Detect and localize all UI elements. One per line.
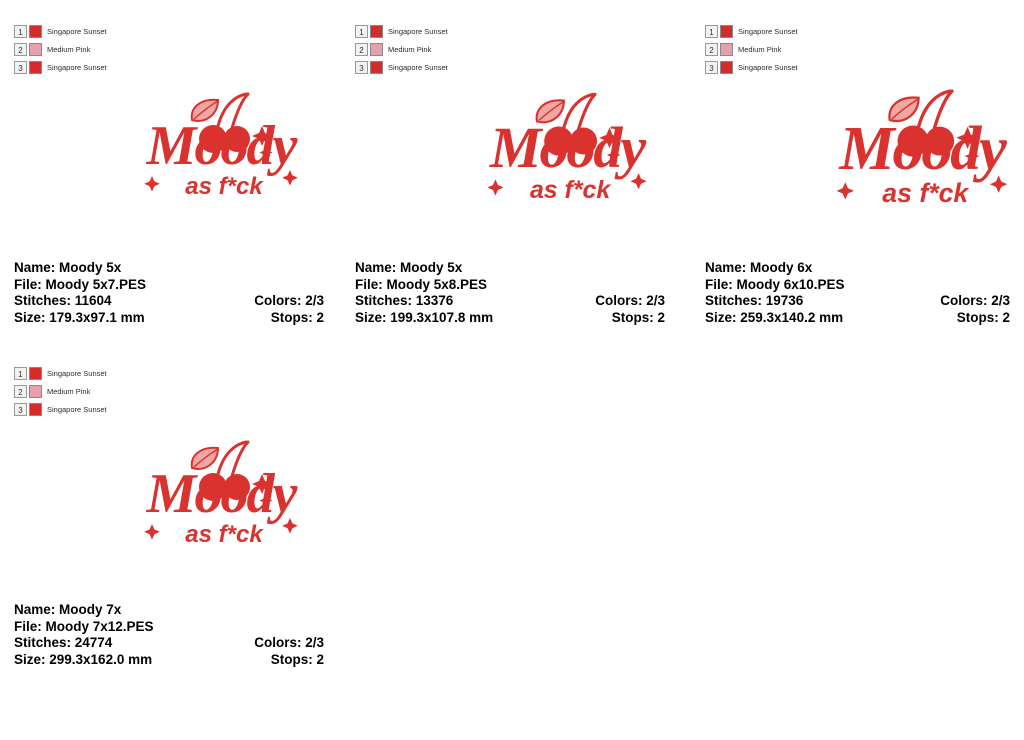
color-swatch-singapore-sunset bbox=[720, 25, 733, 38]
design-stops: Stops: 2 bbox=[956, 309, 1010, 325]
legend-row bbox=[14, 22, 114, 40]
design-artwork bbox=[114, 84, 329, 219]
color-swatch-medium-pink bbox=[29, 385, 42, 398]
color-swatch-singapore-sunset bbox=[370, 25, 383, 38]
legend-row bbox=[705, 22, 805, 40]
design-card-moody-7x12 bbox=[14, 364, 344, 667]
svg-text:as f*ck: as f*ck bbox=[185, 173, 263, 200]
info-line-size bbox=[14, 652, 324, 669]
design-info bbox=[14, 602, 324, 668]
legend-row bbox=[14, 58, 114, 76]
design-stops: Stops: 2 bbox=[270, 309, 324, 325]
legend-row bbox=[705, 40, 805, 58]
design-stitches: Stitches: 11604 bbox=[14, 293, 112, 308]
color-legend bbox=[14, 22, 114, 76]
color-swatch-singapore-sunset bbox=[370, 61, 383, 74]
design-file: File: Moody 5x8.PES bbox=[355, 276, 488, 292]
design-name: Name: Moody 5x bbox=[355, 260, 463, 275]
legend-row bbox=[14, 382, 114, 400]
design-stitches: Stitches: 13376 bbox=[355, 293, 454, 308]
info-line-file bbox=[355, 277, 665, 294]
svg-text:Moody: Moody bbox=[146, 463, 296, 525]
legend-row bbox=[14, 40, 114, 58]
design-card-moody-6x10 bbox=[705, 22, 1024, 325]
legend-color-name: Singapore Sunset bbox=[738, 26, 798, 36]
info-line-file bbox=[14, 619, 324, 636]
legend-number: 1 bbox=[14, 25, 27, 38]
legend-color-name: Medium Pink bbox=[47, 44, 91, 54]
design-artwork bbox=[455, 84, 680, 224]
legend-row bbox=[355, 40, 455, 58]
legend-number: 2 bbox=[705, 43, 718, 56]
legend-number: 3 bbox=[14, 403, 27, 416]
info-line-stitches bbox=[14, 293, 324, 310]
design-size: Size: 199.3x107.8 mm bbox=[355, 309, 494, 325]
design-info bbox=[355, 260, 665, 326]
legend-number: 3 bbox=[705, 61, 718, 74]
info-line-name bbox=[355, 260, 665, 277]
design-info bbox=[14, 260, 324, 326]
info-line-name bbox=[14, 602, 324, 619]
color-legend bbox=[705, 22, 805, 76]
design-colors: Colors: 2/3 bbox=[595, 293, 665, 308]
color-swatch-singapore-sunset bbox=[29, 403, 42, 416]
legend-color-name: Singapore Sunset bbox=[47, 404, 107, 414]
color-swatch-medium-pink bbox=[370, 43, 383, 56]
color-swatch-singapore-sunset bbox=[29, 61, 42, 74]
svg-text:as f*ck: as f*ck bbox=[529, 176, 611, 205]
design-stitches: Stitches: 24774 bbox=[14, 635, 113, 650]
design-file: File: Moody 7x12.PES bbox=[14, 618, 154, 634]
design-name: Name: Moody 6x bbox=[705, 260, 813, 275]
design-file: File: Moody 6x10.PES bbox=[705, 276, 845, 292]
legend-row bbox=[14, 364, 114, 382]
legend-row bbox=[355, 58, 455, 76]
legend-number: 1 bbox=[14, 367, 27, 380]
design-info bbox=[705, 260, 1010, 326]
design-name: Name: Moody 5x bbox=[14, 260, 122, 275]
legend-number: 2 bbox=[14, 385, 27, 398]
legend-color-name: Medium Pink bbox=[47, 386, 91, 396]
color-swatch-medium-pink bbox=[29, 43, 42, 56]
legend-color-name: Singapore Sunset bbox=[738, 62, 798, 72]
color-swatch-singapore-sunset bbox=[29, 367, 42, 380]
design-card-moody-5x8 bbox=[355, 22, 685, 325]
svg-text:Moody: Moody bbox=[146, 115, 296, 177]
info-line-file bbox=[14, 277, 324, 294]
color-legend bbox=[14, 364, 114, 418]
design-size: Size: 179.3x97.1 mm bbox=[14, 309, 145, 325]
legend-color-name: Singapore Sunset bbox=[47, 368, 107, 378]
info-line-stitches bbox=[355, 293, 665, 310]
design-stops: Stops: 2 bbox=[270, 651, 324, 667]
svg-text:Moody: Moody bbox=[489, 114, 645, 180]
legend-number: 2 bbox=[355, 43, 368, 56]
legend-number: 2 bbox=[14, 43, 27, 56]
design-card-moody-5x7 bbox=[14, 22, 344, 325]
design-stitches: Stitches: 19736 bbox=[705, 293, 804, 308]
legend-color-name: Medium Pink bbox=[388, 44, 432, 54]
legend-color-name: Medium Pink bbox=[738, 44, 782, 54]
color-swatch-medium-pink bbox=[720, 43, 733, 56]
legend-row bbox=[355, 22, 455, 40]
design-colors: Colors: 2/3 bbox=[254, 293, 324, 308]
info-line-size bbox=[355, 310, 665, 327]
design-artwork bbox=[114, 432, 329, 567]
design-artwork bbox=[800, 80, 1024, 230]
info-line-stitches bbox=[14, 635, 324, 652]
info-line-name bbox=[14, 260, 324, 277]
design-size: Size: 259.3x140.2 mm bbox=[705, 309, 844, 325]
svg-text:as f*ck: as f*ck bbox=[185, 521, 263, 548]
legend-color-name: Singapore Sunset bbox=[388, 62, 448, 72]
legend-row bbox=[705, 58, 805, 76]
legend-number: 1 bbox=[705, 25, 718, 38]
legend-row bbox=[14, 400, 114, 418]
legend-number: 3 bbox=[14, 61, 27, 74]
color-swatch-singapore-sunset bbox=[720, 61, 733, 74]
legend-number: 3 bbox=[355, 61, 368, 74]
color-swatch-singapore-sunset bbox=[29, 25, 42, 38]
info-line-file bbox=[705, 277, 1010, 294]
legend-color-name: Singapore Sunset bbox=[388, 26, 448, 36]
design-stops: Stops: 2 bbox=[611, 309, 665, 325]
design-file: File: Moody 5x7.PES bbox=[14, 276, 147, 292]
design-colors: Colors: 2/3 bbox=[940, 293, 1010, 308]
design-colors: Colors: 2/3 bbox=[254, 635, 324, 650]
design-size: Size: 299.3x162.0 mm bbox=[14, 651, 153, 667]
design-name: Name: Moody 7x bbox=[14, 602, 122, 617]
legend-color-name: Singapore Sunset bbox=[47, 62, 107, 72]
legend-number: 1 bbox=[355, 25, 368, 38]
color-legend bbox=[355, 22, 455, 76]
info-line-name bbox=[705, 260, 1010, 277]
info-line-stitches bbox=[705, 293, 1010, 310]
svg-text:Moody: Moody bbox=[839, 114, 1005, 183]
info-line-size bbox=[705, 310, 1010, 327]
legend-color-name: Singapore Sunset bbox=[47, 26, 107, 36]
svg-text:as f*ck: as f*ck bbox=[882, 178, 969, 209]
info-line-size bbox=[14, 310, 324, 327]
